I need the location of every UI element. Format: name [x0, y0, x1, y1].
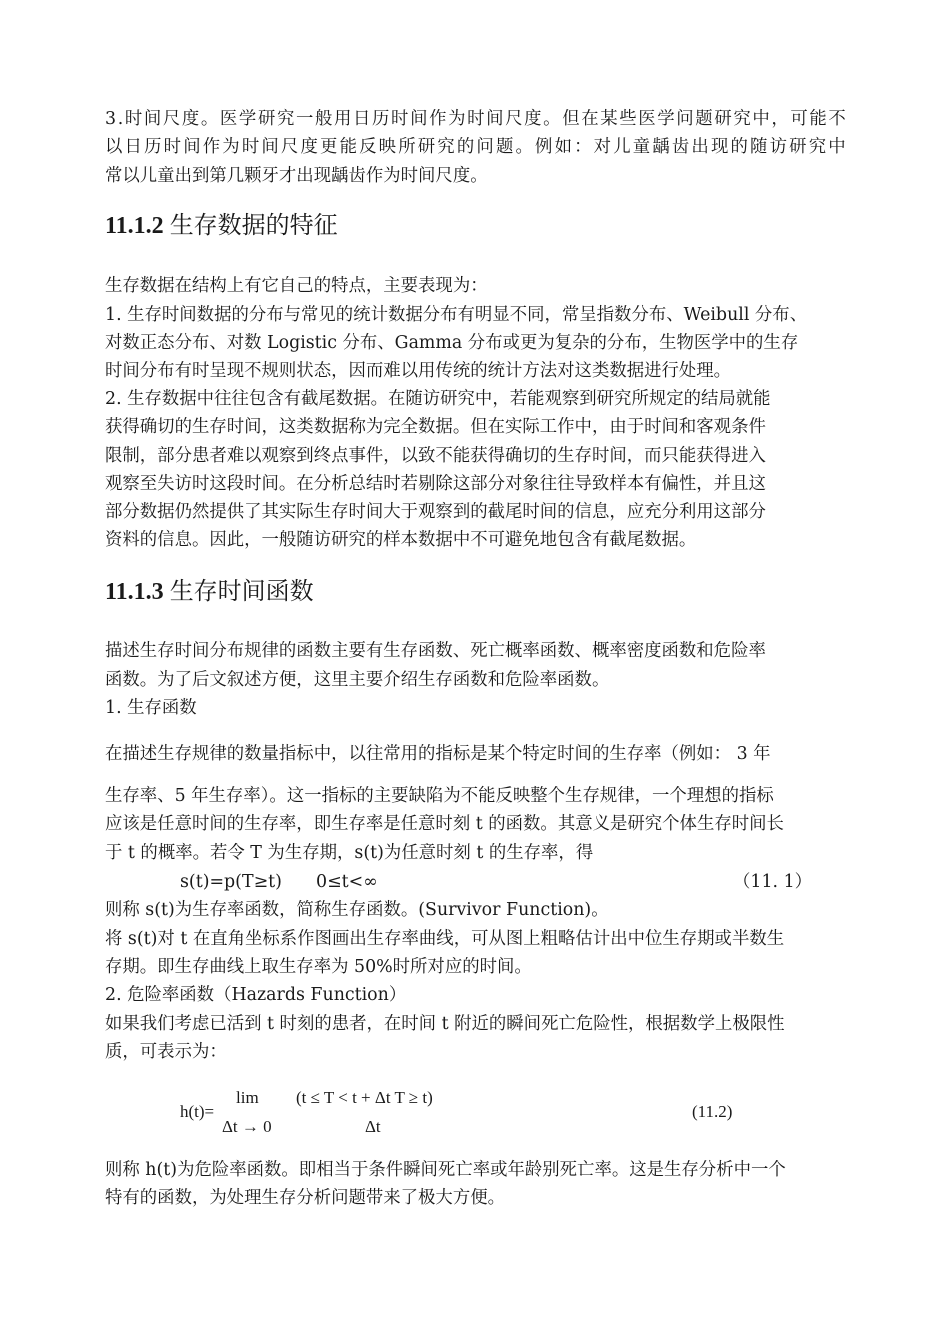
paragraph-line: 对数正态分布、对数 Logistic 分布、Gamma 分布或更为复杂的分布，生物医学中的生存 [105, 333, 799, 353]
paragraph-line: 应该是任意时间的生存率，即生存率是任意时刻 t 的函数。其意义是研究个体生存时间长 [105, 814, 784, 834]
list-heading-hazard-function: 2. 危险率函数（Hazards Function） [105, 985, 407, 1005]
paragraph-line: 2. 生存数据中往往包含有截尾数据。在随访研究中，若能观察到研究所规定的结局就能 [105, 389, 771, 409]
equation-11-2-limit-subscript: Δt → 0 [222, 1117, 272, 1136]
paragraph-line: 质，可表示为： [105, 1042, 227, 1062]
paragraph-line: 则称 s(t)为生存率函数，简称生存函数。(Survivor Function)。 [105, 900, 609, 920]
paragraph-line: 如果我们考虑已活到 t 时刻的患者，在时间 t 附近的瞬间死亡危险性，根据数学上极限性 [105, 1014, 785, 1034]
intro-line-1: 3 . 时 间 尺 度 。 医 学 研 究 一 般 用 日 历 时 间 作 为 时 间 尺 度 。 但 在 某 些 医 学 问 题 研 究 中 ， 可 能 不 [105, 109, 846, 129]
paragraph-line: 将 s(t)对 t 在直角坐标系作图画出生存率曲线，可从图上粗略估计出中位生存期或半数生 [105, 929, 785, 949]
section-heading-11-1-3 [105, 576, 314, 607]
paragraph-line: 特有的函数，为处理生存分析问题带来了极大方便。 [105, 1188, 505, 1208]
paragraph-line: 于 t 的概率。若令 T 为生存期，s(t)为任意时刻 t 的生存率，得 [105, 843, 594, 863]
list-heading-survival-function: 1. 生存函数 [105, 698, 197, 718]
paragraph-line: 1. 生存时间数据的分布与常见的统计数据分布有明显不同，常呈指数分布、Weibull 分布、 [105, 305, 808, 325]
equation-11-1-range: 0≤t<∞ [316, 872, 378, 892]
paragraph-line: 观察至失访时这段时间。在分析总结时若剔除这部分对象往往导致样本有偏性，并且这 [105, 474, 766, 494]
section-heading-11-1-2 [105, 210, 338, 241]
equation-11-1-number: （11. 1） [733, 872, 813, 892]
paragraph-line: 则称 h(t)为危险率函数。即相当于条件瞬间死亡率或年龄别死亡率。这是生存分析中一个 [105, 1160, 786, 1180]
paragraph-line: 资料的信息。因此，一般随访研究的样本数据中不可避免地包含有截尾数据。 [105, 530, 697, 550]
intro-line-2: 以 日 历 时 间 作 为 时 间 尺 度 更 能 反 映 所 研 究 的 问 题 。 例 如 ： 对 儿 童 龋 齿 出 现 的 随 访 研 究 中 [105, 137, 846, 157]
equation-11-2-lhs: h(t)= [180, 1102, 215, 1121]
paragraph-line: 存期。即生存曲线上取生存率为 50%时所对应的时间。 [105, 957, 532, 977]
intro-line-3: 常以儿童出到第几颗牙才出现龋齿作为时间尺度。 [105, 166, 488, 186]
paragraph-line: 部分数据仍然提供了其实际生存时间大于观察到的截尾时间的信息，应充分利用这部分 [105, 502, 766, 522]
section-number: 11.1.3 [105, 579, 164, 605]
equation-11-2-numerator: (t ≤ T < t + Δt T ≥ t) [296, 1088, 433, 1107]
section-title: 生存数据的特征 [169, 211, 338, 239]
paragraph-line: 在描述生存规律的数量指标中，以往常用的指标是某个特定时间的生存率（例如： 3 年 [105, 744, 771, 764]
paragraph-line: 限制，部分患者难以观察到终点事件，以致不能获得确切的生存时间，而只能获得进入 [105, 446, 766, 466]
section-number: 11.1.2 [105, 213, 164, 239]
paragraph-line: 函数。为了后文叙述方便，这里主要介绍生存函数和危险率函数。 [105, 670, 610, 690]
equation-11-2-number: (11.2) [692, 1102, 733, 1121]
paragraph-line: 生存数据在结构上有它自己的特点，主要表现为： [105, 276, 488, 296]
paragraph-line: 获得确切的生存时间，这类数据称为完全数据。但在实际工作中，由于时间和客观条件 [105, 417, 766, 437]
paragraph-line: 生存率、5 年生存率）。这一指标的主要缺陷为不能反映整个生存规律，一个理想的指标 [105, 786, 774, 806]
equation-11-2-denominator: Δt [365, 1117, 381, 1136]
paragraph-line: 时间分布有时呈现不规则状态，因而难以用传统的统计方法对这类数据进行处理。 [105, 361, 732, 381]
section-title: 生存时间函数 [169, 577, 314, 605]
equation-11-2-lim: lim [236, 1088, 259, 1107]
equation-11-1-lhs: s(t)=p(T≥t) [180, 872, 282, 892]
paragraph-line: 描述生存时间分布规律的函数主要有生存函数、死亡概率函数、概率密度函数和危险率 [105, 641, 766, 661]
